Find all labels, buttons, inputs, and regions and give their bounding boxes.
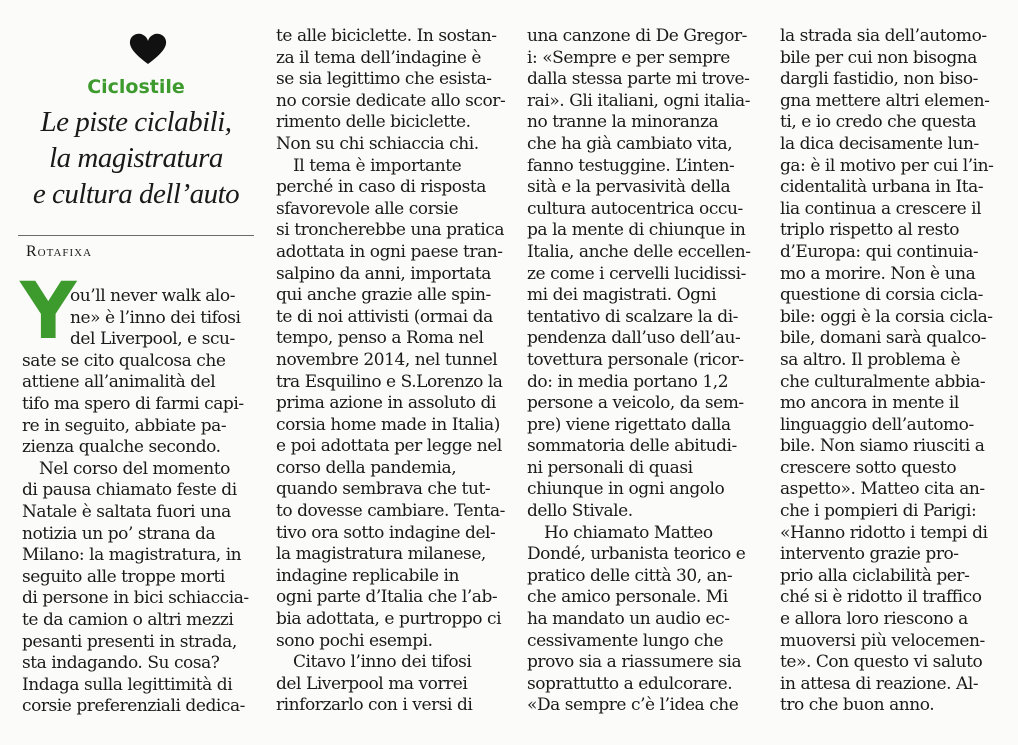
text-line: d’Europa: qui continuia- bbox=[780, 241, 979, 262]
text-line: indagine replicabile in bbox=[276, 565, 459, 586]
text-line: crescere sotto questo bbox=[780, 457, 957, 478]
text-line: pendenza dall’uso dell’au- bbox=[527, 328, 741, 349]
text-line: pesanti presenti in strada, bbox=[22, 631, 237, 652]
headline-line: la magistratura bbox=[49, 142, 223, 174]
text-line: bile per cui non bisogna bbox=[780, 47, 977, 68]
text-line: bile, domani sarà qualco- bbox=[780, 328, 986, 349]
text-line: e allora loro riescono a bbox=[780, 609, 968, 630]
text-line: zienza qualche secondo. bbox=[22, 437, 221, 458]
text-line: dalla stessa parte mi trove- bbox=[527, 69, 750, 90]
text-line: sate se cito qualcosa che bbox=[22, 350, 226, 371]
text-line: te». Con questo vi saluto bbox=[780, 652, 983, 673]
text-line: Natale è saltata fuori una bbox=[22, 501, 231, 522]
text-line: che culturalmente abbia- bbox=[780, 371, 986, 392]
text-line: che ha già cambiato vita, bbox=[527, 133, 733, 154]
text-line: perché in caso di risposta bbox=[276, 177, 486, 198]
drop-cap-letter: Y bbox=[20, 278, 77, 346]
text-line: soprattutto a edulcorare. bbox=[527, 673, 733, 694]
text-line: i: «Sempre e per sempre bbox=[527, 47, 730, 68]
text-line: «Da sempre c’è l’idea che bbox=[527, 695, 739, 716]
text-line: ze come i cervelli lucidissi- bbox=[527, 263, 746, 284]
text-line: novembre 2014, nel tunnel bbox=[276, 349, 498, 370]
text-line: Milano: la magistratura, in bbox=[22, 545, 242, 566]
text-line: Italia, anche delle eccellen- bbox=[527, 241, 751, 262]
text-line: che amico personale. Mi bbox=[527, 587, 728, 608]
text-line: una canzone di De Gregor- bbox=[527, 26, 747, 46]
text-line: sa altro. Il problema è bbox=[780, 349, 961, 370]
text-line: triplo rispetto al resto bbox=[780, 220, 960, 241]
text-line: corso della pandemia, bbox=[276, 457, 457, 478]
text-line: cultura autocentrica occu- bbox=[527, 198, 743, 219]
text-line: sfavorevole alle corsie bbox=[276, 198, 459, 219]
text-line: mo a morire. Non è una bbox=[780, 263, 976, 284]
text-line: corsie preferenziali dedica- bbox=[22, 696, 245, 717]
text-line: chiunque in ogni angolo bbox=[527, 479, 725, 500]
text-line: Non su chi schiaccia chi. bbox=[276, 133, 479, 154]
text-line: pre) viene rigettato dalla bbox=[527, 414, 731, 435]
text-line: mo ancora in mente il bbox=[780, 393, 959, 414]
text-line: Nel corso del momento bbox=[39, 458, 230, 479]
text-line: tovettura personale (ricor- bbox=[527, 349, 744, 370]
text-line: e poi adottata per legge nel bbox=[276, 436, 502, 457]
text-line: gna mettere altri elemen- bbox=[780, 90, 990, 111]
text-line: Indaga sulla legittimità di bbox=[22, 674, 233, 695]
text-line: mi dei magistrati. Ogni bbox=[527, 285, 717, 306]
text-line: adottata in ogni paese tran- bbox=[276, 241, 503, 262]
text-line: dargli fastidio, non biso- bbox=[780, 69, 978, 90]
text-line: del Liverpool ma vorrei bbox=[276, 673, 468, 694]
text-line: za il tema dell’indagine è bbox=[276, 47, 482, 68]
text-line: sità e la pervasività della bbox=[527, 177, 731, 198]
text-line: do: in media portano 1,2 bbox=[527, 371, 729, 392]
text-line: attiene all’animalità del bbox=[22, 372, 216, 393]
text-line: bile. Non siamo riusciti a bbox=[780, 436, 985, 457]
text-line: te di noi attivisti (ormai da bbox=[276, 306, 493, 327]
text-column-1 bbox=[22, 286, 254, 718]
text-line: in attesa di reazione. Al- bbox=[780, 673, 979, 694]
text-line: che i pompieri di Parigi: bbox=[780, 501, 977, 522]
text-line: salpino da anni, importata bbox=[276, 263, 491, 284]
header-divider bbox=[18, 235, 254, 236]
text-line: aspetto». Matteo cita an- bbox=[780, 479, 985, 500]
text-line: rimento delle biciclette. bbox=[276, 112, 471, 133]
text-line: la magistratura milanese, bbox=[276, 544, 486, 565]
text-line: lia continua a crescere il bbox=[780, 198, 982, 219]
text-line: prio alla ciclabilità per- bbox=[780, 565, 970, 586]
text-line: te da camion o altri mezzi bbox=[22, 609, 234, 630]
text-line: ha mandato un audio ec- bbox=[527, 609, 730, 630]
text-line: ou’ll never walk alo- bbox=[70, 286, 235, 306]
text-line: tempo, penso a Roma nel bbox=[276, 328, 484, 349]
text-line: te alle biciclette. In sostan- bbox=[276, 26, 497, 46]
text-line: to dovesse cambiare. Tenta- bbox=[276, 501, 505, 522]
text-line: fanno testuggine. L’inten- bbox=[527, 155, 735, 176]
text-column-2 bbox=[276, 26, 508, 717]
text-line: sta indagando. Su cosa? bbox=[22, 653, 220, 674]
text-line: Citavo l’inno dei tifosi bbox=[293, 652, 472, 673]
text-line: muoversi più velocemen- bbox=[780, 630, 985, 651]
text-line: tro che buon anno. bbox=[780, 695, 935, 716]
text-line: questione di corsia cicla- bbox=[780, 285, 983, 306]
heart-icon bbox=[128, 32, 168, 66]
text-line: ne» è l’inno dei tifosi bbox=[70, 307, 241, 328]
text-line: bile: oggi è la corsia cicla- bbox=[780, 306, 993, 327]
text-line: re in seguito, abbiate pa- bbox=[22, 415, 227, 436]
headline-line: Le piste ciclabili, bbox=[40, 106, 232, 138]
text-line: no tranne la minoranza bbox=[527, 112, 719, 133]
headline bbox=[16, 104, 256, 212]
text-line: bia adottata, e purtroppo ci bbox=[276, 609, 502, 630]
text-line: notizia un po’ strana da bbox=[22, 523, 216, 544]
text-line: la strada sia dell’automo- bbox=[780, 26, 987, 46]
text-line: se sia legittimo che esista- bbox=[276, 69, 492, 90]
text-line: dello Stivale. bbox=[527, 501, 633, 522]
text-line: tentativo di scalzare la di- bbox=[527, 306, 738, 327]
text-line: intervento grazie pro- bbox=[780, 544, 959, 565]
text-line: ga: è il motivo per cui l’in- bbox=[780, 155, 994, 176]
text-line: di pausa chiamato feste di bbox=[22, 480, 237, 501]
text-line: pa la mente di chiunque in bbox=[527, 220, 746, 241]
text-line: tifo ma spero di farmi capi- bbox=[22, 393, 244, 414]
text-line: tra Esquilino e S.Lorenzo la bbox=[276, 371, 503, 392]
text-line: ni personali di quasi bbox=[527, 457, 693, 478]
text-line: ché si è ridotto il traffico bbox=[780, 587, 982, 608]
text-line: di persone in bici schiaccia- bbox=[22, 588, 249, 609]
text-line: pratico delle città 30, an- bbox=[527, 565, 733, 586]
text-line: persone a veicolo, da sem- bbox=[527, 393, 744, 414]
text-line: «Hanno ridotto i tempi di bbox=[780, 522, 988, 543]
text-line: del Liverpool, e scu- bbox=[70, 329, 235, 350]
text-line: qui anche grazie alle spin- bbox=[276, 285, 491, 306]
text-line: ogni parte d’Italia che l’ab- bbox=[276, 587, 498, 608]
text-line: sono pochi esempi. bbox=[276, 630, 433, 651]
text-line: seguito alle troppe morti bbox=[22, 566, 225, 587]
text-line: ti, e io credo che questa bbox=[780, 112, 977, 133]
text-line: tivo ora sotto indagine del- bbox=[276, 522, 496, 543]
headline-line: e cultura dell’auto bbox=[32, 178, 240, 210]
text-line: Ho chiamato Matteo bbox=[544, 522, 713, 543]
text-column-4 bbox=[780, 26, 1012, 717]
text-column-3 bbox=[527, 26, 759, 717]
text-line: si troncherebbe una pratica bbox=[276, 220, 505, 241]
text-line: cidentalità urbana in Ita- bbox=[780, 177, 984, 198]
text-line: sommatoria delle abitudi- bbox=[527, 436, 737, 457]
text-line: quando sembrava che tut- bbox=[276, 479, 491, 500]
text-line: no corsie dedicate allo scor- bbox=[276, 90, 506, 111]
text-line: Il tema è importante bbox=[293, 155, 462, 176]
text-line: Dondé, urbanista teorico e bbox=[527, 544, 746, 565]
text-line: cessivamente lungo che bbox=[527, 630, 724, 651]
section-kicker: Ciclostile bbox=[87, 76, 185, 98]
text-line: linguaggio dell’automo- bbox=[780, 414, 974, 435]
text-line: corsia home made in Italia) bbox=[276, 414, 500, 435]
author-byline: Rotafixa bbox=[26, 243, 93, 260]
text-line: rai». Gli italiani, ogni italia- bbox=[527, 90, 751, 111]
text-line: prima azione in assoluto di bbox=[276, 393, 496, 414]
text-line: provo sia a riassumere sia bbox=[527, 652, 742, 673]
text-line: la dica decisamente lun- bbox=[780, 133, 979, 154]
text-line: rinforzarlo con i versi di bbox=[276, 695, 473, 716]
